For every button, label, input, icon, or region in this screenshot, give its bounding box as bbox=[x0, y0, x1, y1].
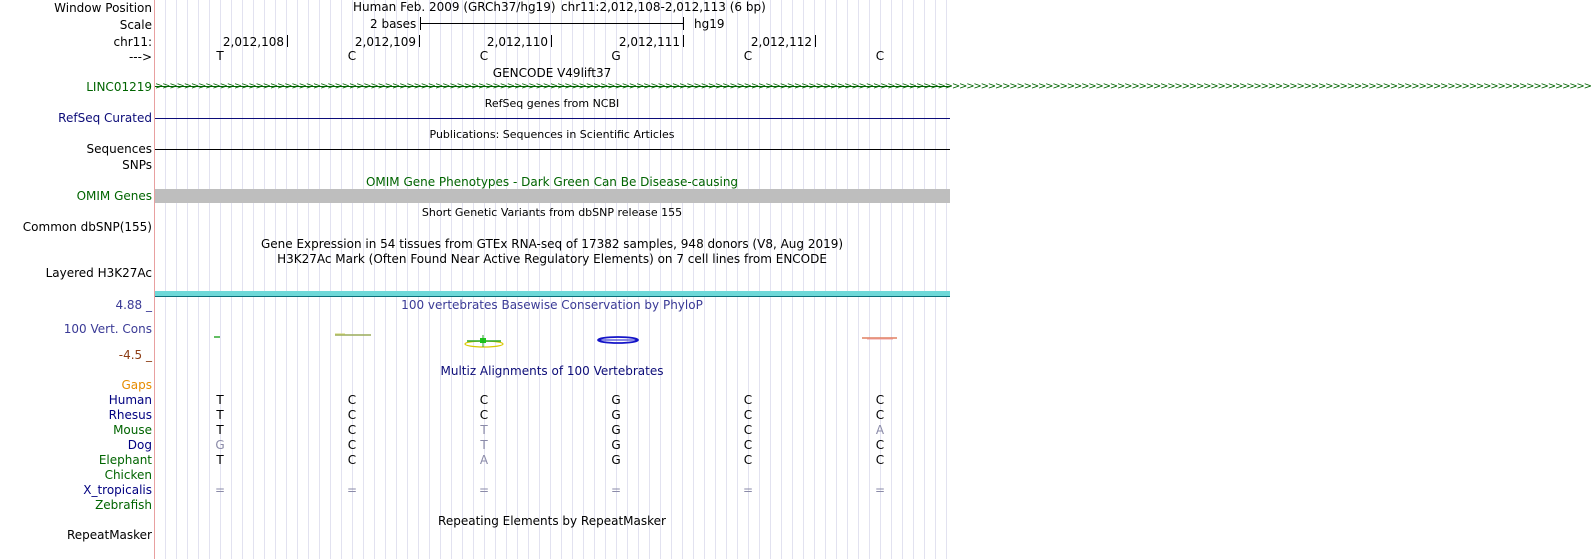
ruler-position-label: 2,012,110 bbox=[486, 35, 548, 49]
alignment-base: = bbox=[346, 483, 358, 497]
species-label-rhesus[interactable]: Rhesus bbox=[108, 408, 152, 422]
dbsnp-track-title: Short Genetic Variants from dbSNP release 155 bbox=[421, 206, 683, 219]
alignment-base: T bbox=[216, 423, 224, 437]
gencode-track-title: GENCODE V49lift37 bbox=[492, 66, 612, 80]
alignment-base: = bbox=[610, 483, 622, 497]
alignment-base: C bbox=[479, 408, 489, 422]
ruler-position-label: 2,012,109 bbox=[354, 35, 416, 49]
ruler-position-label: 2,012,108 bbox=[222, 35, 284, 49]
window-position-value: chr11:2,012,108-2,012,113 (6 bp) bbox=[561, 0, 766, 14]
gaps-label[interactable]: Gaps bbox=[121, 378, 152, 392]
track-label-column bbox=[0, 0, 154, 559]
alignment-base: T bbox=[480, 438, 488, 452]
scale-bar bbox=[420, 17, 684, 30]
species-label-mouse[interactable]: Mouse bbox=[113, 423, 152, 437]
gtex-track-title: Gene Expression in 54 tissues from GTEx RNA-seq of 17382 samples, 948 donors (V8, Aug 2019) bbox=[260, 237, 844, 251]
alignment-base: C bbox=[743, 393, 753, 407]
ruler-tick bbox=[815, 35, 816, 47]
alignment-base: C bbox=[875, 453, 885, 467]
refseq-curated-label[interactable]: RefSeq Curated bbox=[58, 111, 152, 125]
species-label-chicken[interactable]: Chicken bbox=[104, 468, 152, 482]
alignment-base: C bbox=[347, 408, 357, 422]
conservation-min-label: -4.5 _ bbox=[118, 348, 152, 362]
chromosome-label: chr11: bbox=[113, 35, 152, 49]
ruler-tick bbox=[287, 35, 288, 47]
ruler-position-label: 2,012,112 bbox=[750, 35, 812, 49]
alignment-base: C bbox=[743, 423, 753, 437]
omim-track-title: OMIM Gene Phenotypes - Dark Green Can Be Disease-causing bbox=[365, 175, 739, 189]
ruler-position-label: 2,012,111 bbox=[618, 35, 680, 49]
species-label-elephant[interactable]: Elephant bbox=[98, 453, 152, 467]
alignment-base: G bbox=[611, 453, 621, 467]
reference-base: C bbox=[875, 49, 885, 63]
alignment-base: G bbox=[215, 438, 225, 452]
reference-base: G bbox=[611, 49, 621, 63]
repeatmasker-label[interactable]: RepeatMasker bbox=[66, 528, 152, 542]
multiz-track-title: Multiz Alignments of 100 Vertebrates bbox=[440, 364, 664, 378]
alignment-base: = bbox=[214, 483, 226, 497]
publications-track-title: Publications: Sequences in Scientific Articles bbox=[429, 128, 675, 141]
gencode-gene-feature[interactable]: >>>>>>>>>>>>>>>>>>>>>>>>>>>>>>>>>>>>>>>>>>>>>>>>>>>>>>>>>>>>>>>>>>>>>>>>>>>>>>>>>>>>>>>>>>>>>>>>>>>>>>>>>>>>>>>>>>>>>>>>>>>>>>>>>>>>>>>>>>>>>>>>>>>>>>>>>>>>>>>>>>>>>>>>>>>>>>>>>>>>>>>>>>>>>>>>>>>>>>>> bbox=[155, 81, 1591, 92]
ruler-tick bbox=[419, 35, 420, 47]
alignment-base: = bbox=[742, 483, 754, 497]
vert-cons-label[interactable]: 100 Vert. Cons bbox=[63, 322, 152, 336]
sequences-feature-line[interactable] bbox=[155, 149, 950, 150]
alignment-base: C bbox=[347, 453, 357, 467]
reference-base: C bbox=[347, 49, 357, 63]
phylop-signal-plot[interactable] bbox=[155, 325, 950, 355]
alignment-base: C bbox=[347, 438, 357, 452]
window-position-label: Window Position bbox=[54, 1, 152, 15]
reference-base: C bbox=[743, 49, 753, 63]
alignment-base: T bbox=[216, 393, 224, 407]
alignment-base: G bbox=[611, 423, 621, 437]
alignment-base: C bbox=[347, 423, 357, 437]
alignment-base: A bbox=[479, 453, 489, 467]
snps-label[interactable]: SNPs bbox=[122, 158, 152, 172]
alignment-base: = bbox=[478, 483, 490, 497]
alignment-base: C bbox=[875, 438, 885, 452]
refseq-track-title: RefSeq genes from NCBI bbox=[484, 97, 620, 110]
h3k27ac-track-title: H3K27Ac Mark (Often Found Near Active Regulatory Elements) on 7 cell lines from ENCODE bbox=[277, 252, 827, 266]
omim-genes-label[interactable]: OMIM Genes bbox=[76, 189, 152, 203]
alignment-base: G bbox=[611, 408, 621, 422]
alignment-base: C bbox=[743, 453, 753, 467]
alignment-base: T bbox=[216, 453, 224, 467]
species-label-dog[interactable]: Dog bbox=[127, 438, 152, 452]
scale-text: 2 bases bbox=[370, 17, 417, 31]
alignment-base: G bbox=[611, 438, 621, 452]
assembly-title: Human Feb. 2009 (GRCh37/hg19) bbox=[353, 0, 556, 14]
species-label-x_tropicalis[interactable]: X_tropicalis bbox=[83, 483, 152, 497]
scale-db-label: hg19 bbox=[694, 17, 725, 31]
alignment-base: A bbox=[875, 423, 885, 437]
reference-base: T bbox=[216, 49, 224, 63]
omim-feature-bar[interactable] bbox=[155, 189, 950, 203]
reference-base: C bbox=[479, 49, 489, 63]
alignment-base: T bbox=[216, 408, 224, 422]
repeatmasker-track-title: Repeating Elements by RepeatMasker bbox=[438, 514, 666, 528]
phylop-track-title: 100 vertebrates Basewise Conservation by PhyloP bbox=[401, 298, 703, 312]
sequences-label[interactable]: Sequences bbox=[86, 142, 152, 156]
ruler-tick bbox=[683, 35, 684, 47]
alignment-base: C bbox=[347, 393, 357, 407]
refseq-gene-line[interactable] bbox=[155, 118, 950, 119]
layered-h3k27ac-label[interactable]: Layered H3K27Ac bbox=[45, 266, 152, 280]
conservation-max-label: 4.88 _ bbox=[115, 298, 152, 312]
strand-arrow-label[interactable]: ---> bbox=[128, 50, 152, 64]
track-image-area[interactable] bbox=[155, 0, 1591, 559]
h3k27ac-signal[interactable] bbox=[155, 291, 950, 297]
alignment-base: C bbox=[875, 408, 885, 422]
common-dbsnp-label[interactable]: Common dbSNP(155) bbox=[22, 220, 152, 234]
ruler-tick bbox=[551, 35, 552, 47]
gencode-gene-label[interactable]: LINC01219 bbox=[86, 80, 152, 94]
alignment-base: G bbox=[611, 393, 621, 407]
alignment-base: T bbox=[480, 423, 488, 437]
alignment-base: C bbox=[743, 438, 753, 452]
alignment-base: C bbox=[479, 393, 489, 407]
species-label-zebrafish[interactable]: Zebrafish bbox=[95, 498, 152, 512]
alignment-base: C bbox=[875, 393, 885, 407]
scale-label: Scale bbox=[119, 18, 152, 32]
alignment-base: C bbox=[743, 408, 753, 422]
species-label-human[interactable]: Human bbox=[108, 393, 152, 407]
alignment-base: = bbox=[874, 483, 886, 497]
